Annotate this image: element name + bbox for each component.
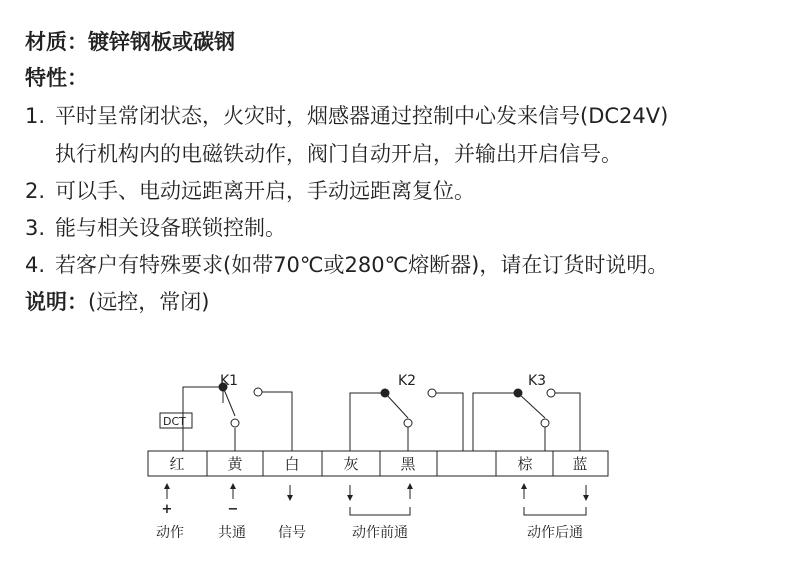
- arrowhead: [230, 483, 236, 489]
- feature-number: 2.: [25, 179, 46, 203]
- k3-contact-upper: [547, 389, 555, 397]
- terminal-grey: 灰: [343, 455, 359, 473]
- terminal-strip-outline: [148, 451, 608, 476]
- terminal-yellow: 黄: [227, 455, 243, 473]
- k2-contact-upper: [428, 389, 436, 397]
- arrowhead: [347, 495, 353, 501]
- feature-text: 能与相关设备联锁控制。: [55, 216, 286, 240]
- group-labels: [156, 524, 583, 541]
- minus-sign: −: [227, 502, 239, 517]
- label-signal: 信号: [278, 525, 306, 541]
- terminal-labels: [169, 455, 587, 473]
- k2-wire-left: [350, 393, 385, 451]
- wiring-diagram: [140, 365, 620, 550]
- plus-sign: +: [161, 502, 173, 517]
- k3-pivot: [514, 389, 522, 397]
- note-label: 说明：: [25, 290, 88, 314]
- k1-blade: [223, 387, 235, 416]
- k3-upper-contact-wire: [555, 393, 580, 451]
- bracket-action-back: [524, 507, 586, 515]
- terminal-red: 红: [169, 455, 185, 473]
- k1-contact-lower: [231, 419, 239, 427]
- label-action-front: 动作前通: [352, 525, 408, 541]
- terminal-white: 白: [284, 455, 300, 473]
- k2-blade: [385, 393, 408, 418]
- arrowhead: [287, 495, 293, 501]
- terminal-blue: 蓝: [572, 455, 588, 473]
- feature-number: 3.: [25, 216, 46, 240]
- k3-label: K3: [528, 373, 547, 389]
- arrowhead: [407, 483, 413, 489]
- feature-text: 可以手、电动远距离开启，手动远距离复位。: [55, 179, 475, 203]
- k3-contact-lower: [541, 419, 549, 427]
- bracket-action-front: [350, 507, 410, 515]
- arrowhead: [521, 483, 527, 489]
- feature-text: 平时呈常闭状态，火灾时，烟感器通过控制中心发来信号(DC24V): [55, 104, 669, 128]
- dct-label: DCT: [163, 415, 186, 428]
- k1-label: K1: [220, 373, 239, 389]
- k2-pivot: [381, 389, 389, 397]
- terminal-black: 黑: [400, 455, 416, 473]
- k1-contact-upper: [254, 388, 262, 396]
- feature-item-1-cont: 执行机构内的电磁铁动作，阀门自动开启，并输出开启信号。: [55, 142, 622, 166]
- k3-wire-left: [473, 393, 518, 451]
- contacts: [219, 383, 555, 427]
- k2-label: K2: [398, 373, 417, 389]
- terminal-strip: [148, 451, 608, 476]
- feature-text: 若客户有特殊要求(如带70℃或280℃熔断器)，请在订货时说明。: [55, 253, 669, 277]
- k1-upper-contact-wire: [262, 392, 292, 451]
- feature-number: 4.: [25, 253, 46, 277]
- arrow-heads: [164, 483, 589, 501]
- feature-item-3: [25, 214, 286, 242]
- label-common: 共通: [218, 525, 246, 541]
- features-heading: 特性：: [25, 66, 88, 90]
- label-action: 动作: [156, 525, 184, 541]
- feature-item-2: [25, 177, 475, 205]
- material-value: 镀锌钢板或碳钢: [88, 30, 235, 54]
- material-label: 材质：: [25, 30, 88, 54]
- k1-wire-left: [183, 387, 223, 451]
- terminal-brown: 棕: [517, 455, 533, 473]
- k3-blade: [518, 393, 545, 418]
- note-line: [25, 288, 209, 316]
- k2-upper-contact-wire: [436, 393, 463, 451]
- arrowhead: [583, 495, 589, 501]
- label-action-back: 动作后通: [527, 525, 583, 541]
- feature-number: 1.: [25, 104, 46, 128]
- feature-item-4: [25, 251, 668, 279]
- k2-contact-lower: [404, 419, 412, 427]
- arrowhead: [164, 483, 170, 489]
- feature-item-1: [25, 102, 668, 130]
- material-line: [25, 28, 235, 56]
- note-value: (远控，常闭): [88, 290, 210, 314]
